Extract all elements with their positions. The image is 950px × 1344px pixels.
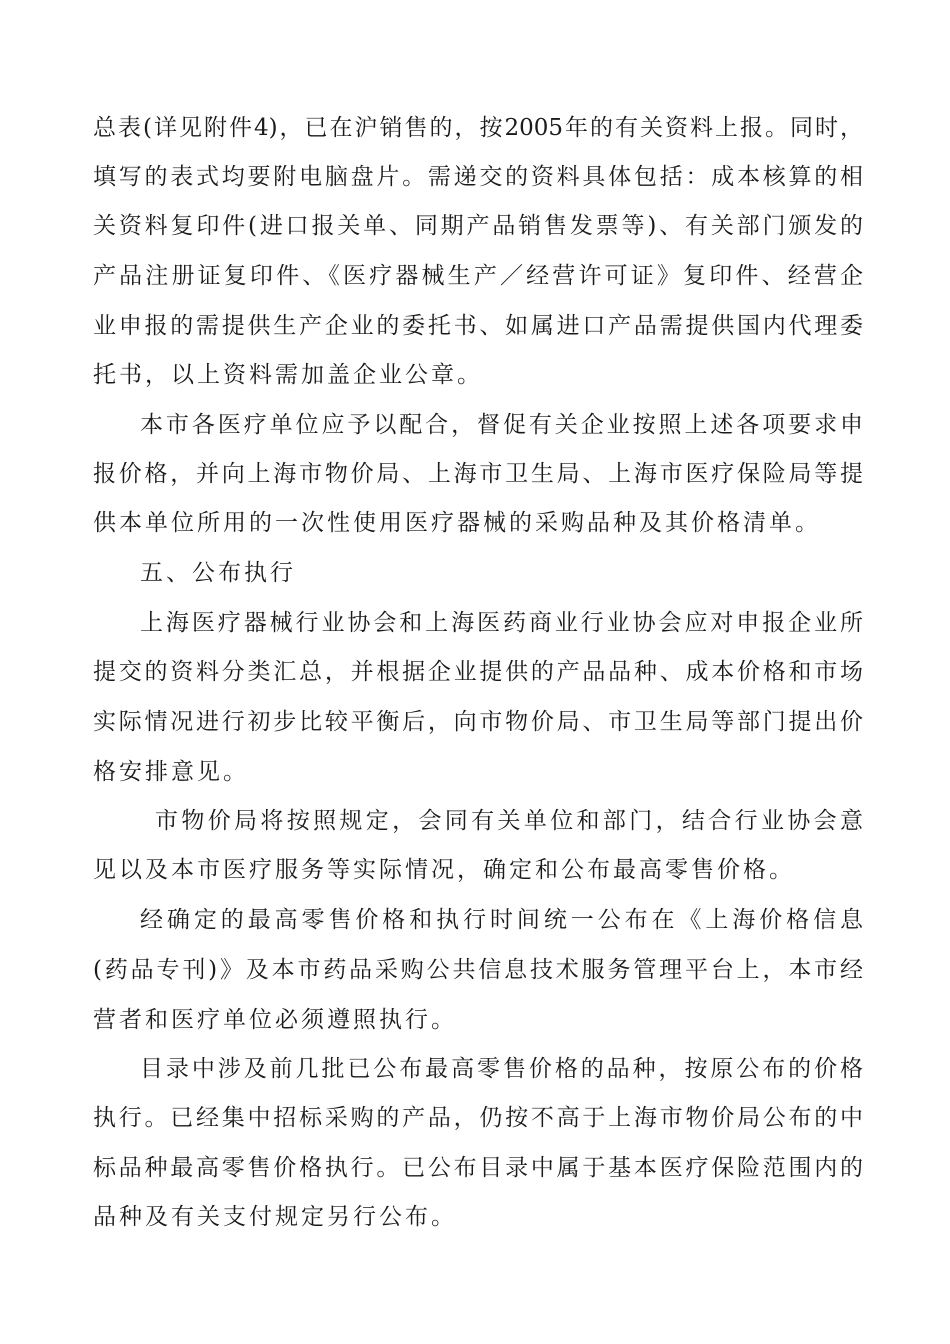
text-line-15: 市物价局将按照规定，会同有关单位和部门，结合行业协会意	[155, 808, 863, 834]
text-line-3: 关资料复印件(进口报关单、同期产品销售发票等)、有关部门颁发的	[93, 213, 863, 239]
text-line-2: 填写的表式均要附电脑盘片。需递交的资料具体包括：成本核算的相	[93, 164, 863, 190]
text-line-5: 业申报的需提供生产企业的委托书、如属进口产品需提供国内代理委	[93, 313, 863, 339]
text-line-17: 经确定的最高零售价格和执行时间统一公布在《上海价格信息	[140, 907, 863, 933]
text-line-18: (药品专刊)》及本市药品采购公共信息技术服务管理平台上，本市经	[93, 957, 863, 983]
text-line-11: 上海医疗器械行业协会和上海医药商业行业协会应对申报企业所	[140, 610, 863, 636]
text-line-22: 标品种最高零售价格执行。已公布目录中属于基本医疗保险范围内的	[93, 1155, 863, 1181]
text-line-16: 见以及本市医疗服务等实际情况，确定和公布最高零售价格。	[93, 857, 795, 883]
text-line-20: 目录中涉及前几批已公布最高零售价格的品种，按原公布的价格	[140, 1056, 863, 1082]
text-line-23: 品种及有关支付规定另行公布。	[93, 1204, 457, 1230]
text-line-8: 报价格，并向上海市物价局、上海市卫生局、上海市医疗保险局等提	[93, 461, 863, 487]
section-heading: 五、公布执行	[140, 560, 296, 586]
text-line-1: 总表(详见附件4)，已在沪销售的，按2005年的有关资料上报。同时，	[93, 115, 863, 141]
text-line-21: 执行。已经集中招标采购的产品，仍按不高于上海市物价局公布的中	[93, 1105, 863, 1131]
text-line-7: 本市各医疗单位应予以配合，督促有关企业按照上述各项要求申	[140, 412, 863, 438]
text-line-4: 产品注册证复印件、《医疗器械生产／经营许可证》复印件、经营企	[93, 263, 863, 289]
text-line-14: 格安排意见。	[93, 759, 249, 785]
text-line-13: 实际情况进行初步比较平衡后，向市物价局、市卫生局等部门提出价	[93, 709, 863, 735]
text-line-6: 托书，以上资料需加盖企业公章。	[93, 362, 483, 388]
text-line-12: 提交的资料分类汇总，并根据企业提供的产品品种、成本价格和市场	[93, 659, 863, 685]
text-line-9: 供本单位所用的一次性使用医疗器械的采购品种及其价格清单。	[93, 510, 821, 536]
text-line-19: 营者和医疗单位必须遵照执行。	[93, 1007, 457, 1033]
